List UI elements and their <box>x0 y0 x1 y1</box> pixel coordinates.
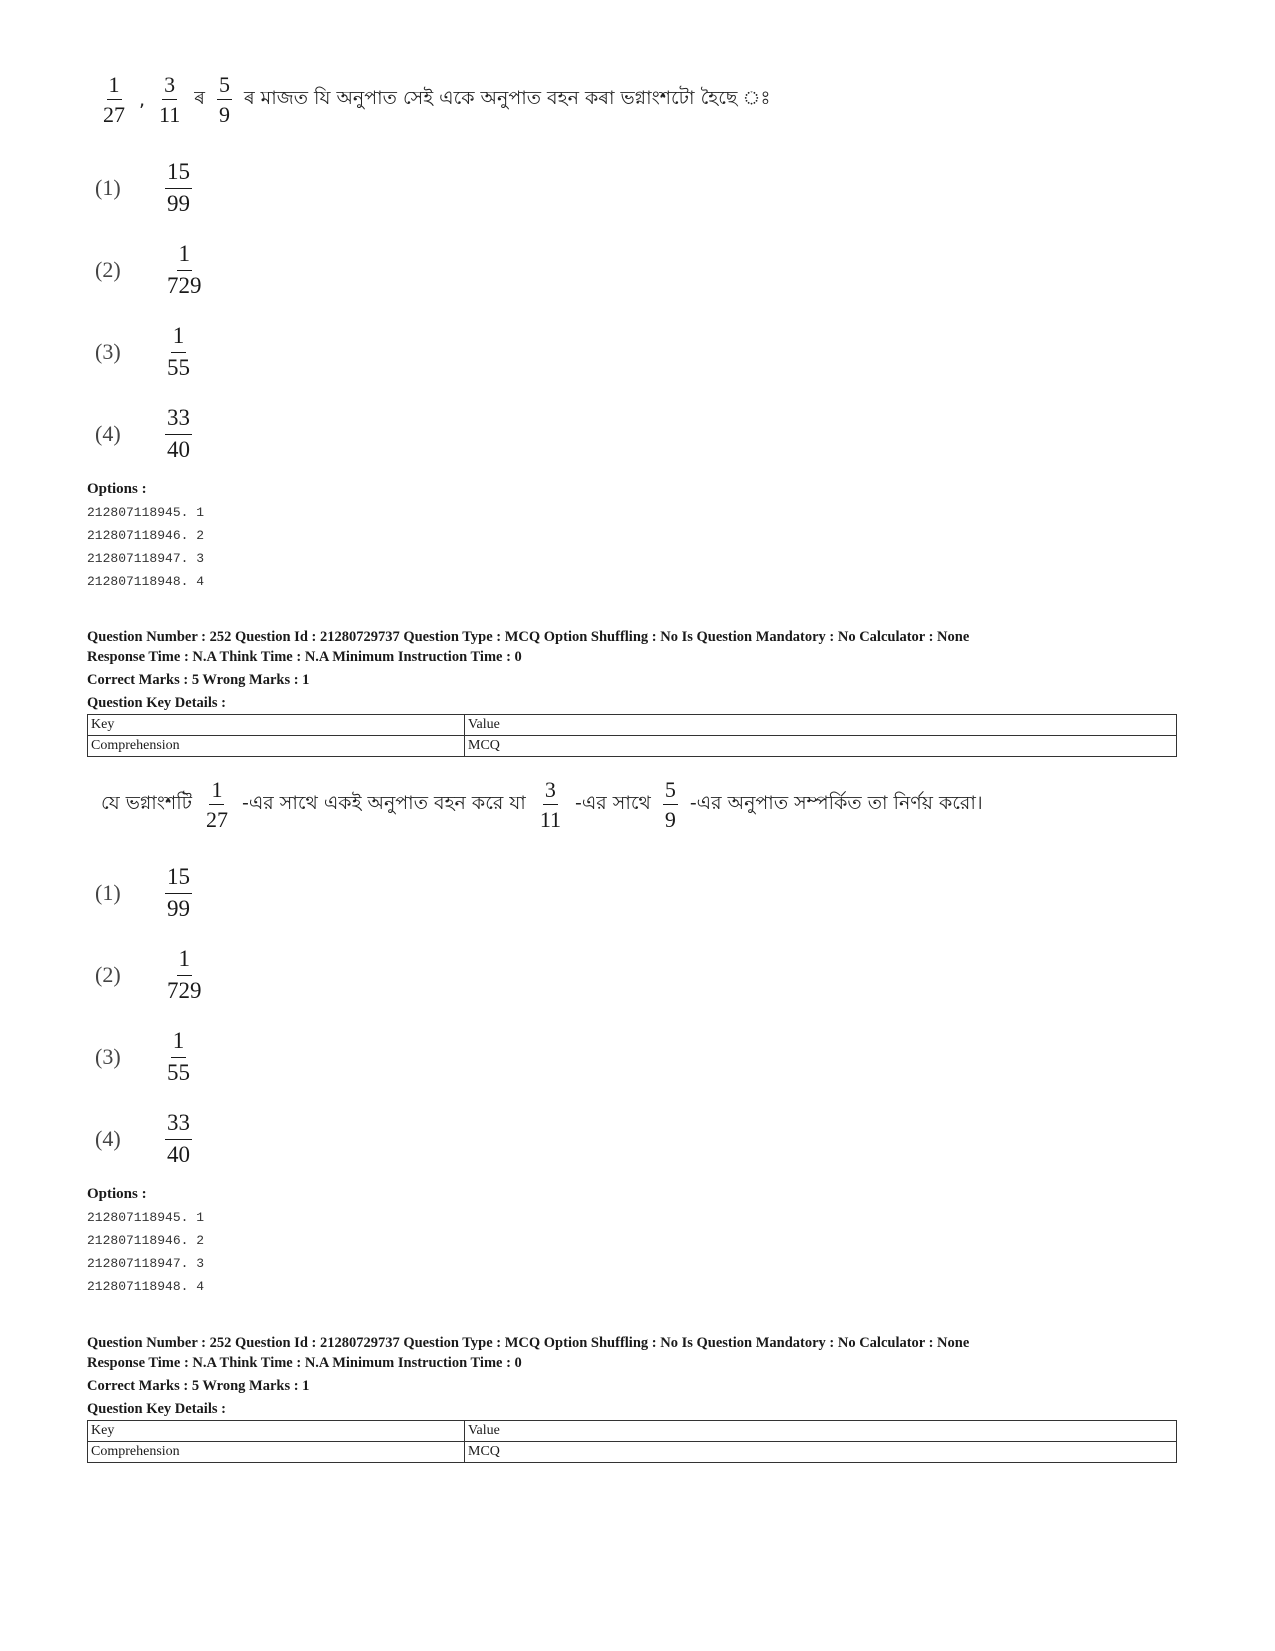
option-number: (1) <box>95 880 121 905</box>
meta-line: Question Number : 252 Question Id : 21280729737 Question Type : MCQ Option Shuffling : No Is Question Mandatory : No Calculator : None <box>87 629 970 645</box>
answer-options <box>95 147 210 475</box>
question-meta <box>87 627 1187 716</box>
answer-option <box>95 934 210 1016</box>
answer-option <box>95 147 210 229</box>
fraction: $\frac{3}{11}$ <box>539 777 561 833</box>
table-cell: MCQ <box>465 1442 1177 1463</box>
answer-option <box>95 393 210 475</box>
key-value-table <box>87 1420 1177 1463</box>
answer-options <box>95 852 210 1180</box>
question-word: ৰ মাজত যি অনুপাত সেই একে অনুপাত বহন কৰা ভগ্নাংশটো হৈছে ঃ <box>243 86 771 109</box>
table-cell: Key <box>88 1421 465 1442</box>
option-number: (4) <box>95 421 121 446</box>
option-ids-section <box>87 478 204 593</box>
question-word: -এর অনুপাত সম্পর্কিত তা নির্ণয় করো। <box>689 791 983 814</box>
answer-option <box>95 1098 210 1180</box>
fraction: $\frac{33}{40}$ <box>167 405 190 462</box>
marks-line: Correct Marks : 5 Wrong Marks : 1 <box>87 1378 310 1394</box>
option-id: 212807118947. 3 <box>87 1256 205 1271</box>
answer-option <box>95 229 210 311</box>
option-id: 212807118946. 2 <box>87 528 205 543</box>
table-header-row <box>88 715 1177 736</box>
options-title: Options : <box>87 481 147 497</box>
table-cell: Value <box>465 715 1177 736</box>
option-number: (4) <box>95 1126 121 1151</box>
fraction: $\frac{1}{55}$ <box>167 1028 190 1085</box>
fraction: $\frac{1}{27}$ <box>205 777 228 833</box>
question-text <box>95 72 777 128</box>
option-id: 212807118947. 3 <box>87 551 205 566</box>
table-cell: Comprehension <box>88 1442 465 1463</box>
options-title: Options : <box>87 1186 147 1202</box>
table-row <box>88 736 1177 757</box>
option-ids-section <box>87 1183 204 1298</box>
table-cell: Key <box>88 715 465 736</box>
table-row <box>88 1442 1177 1463</box>
answer-option <box>95 1016 210 1098</box>
option-number: (2) <box>95 257 121 282</box>
option-number: (1) <box>95 175 121 200</box>
table-cell: Value <box>465 1421 1177 1442</box>
fraction: $\frac{1}{55}$ <box>167 323 190 380</box>
answer-option <box>95 311 210 393</box>
option-id: 212807118945. 1 <box>87 1210 205 1225</box>
option-id: 212807118948. 4 <box>87 1279 205 1294</box>
key-details-label: Question Key Details : <box>87 695 226 711</box>
question-word: , <box>139 88 146 111</box>
table-cell: MCQ <box>465 736 1177 757</box>
meta-line: Response Time : N.A Think Time : N.A Minimum Instruction Time : 0 <box>87 1355 522 1371</box>
question-text <box>95 777 989 833</box>
question-word: ৰ <box>194 86 205 109</box>
fraction: $\frac{1}{729}$ <box>167 241 202 298</box>
fraction: $\frac{15}{99}$ <box>167 864 190 921</box>
question-word: যে ভগ্নাংশটি <box>101 791 192 814</box>
fraction: $\frac{15}{99}$ <box>167 159 190 216</box>
fraction: $\frac{33}{40}$ <box>167 1110 190 1167</box>
key-details-label: Question Key Details : <box>87 1401 226 1417</box>
option-id: 212807118945. 1 <box>87 505 205 520</box>
option-number: (3) <box>95 339 121 364</box>
fraction: $\frac{5}{9}$ <box>664 777 676 833</box>
question-word: -এর সাথে একই অনুপাত বহন করে যা <box>241 791 526 814</box>
table-cell: Comprehension <box>88 736 465 757</box>
fraction: $\frac{5}{9}$ <box>218 72 230 128</box>
answer-option <box>95 852 210 934</box>
fraction: $\frac{3}{11}$ <box>159 72 181 128</box>
question-meta <box>87 1333 1187 1422</box>
meta-line: Question Number : 252 Question Id : 21280729737 Question Type : MCQ Option Shuffling : No Is Question Mandatory : No Calculator : None <box>87 1335 970 1351</box>
key-value-table <box>87 714 1177 757</box>
fraction: $\frac{1}{27}$ <box>103 72 125 128</box>
option-number: (2) <box>95 962 121 987</box>
question-word: -এর সাথে <box>575 791 651 814</box>
option-id: 212807118948. 4 <box>87 574 205 589</box>
option-id: 212807118946. 2 <box>87 1233 205 1248</box>
fraction: $\frac{1}{729}$ <box>167 946 202 1003</box>
option-number: (3) <box>95 1044 121 1069</box>
meta-line: Response Time : N.A Think Time : N.A Minimum Instruction Time : 0 <box>87 649 522 665</box>
table-header-row <box>88 1421 1177 1442</box>
marks-line: Correct Marks : 5 Wrong Marks : 1 <box>87 672 310 688</box>
